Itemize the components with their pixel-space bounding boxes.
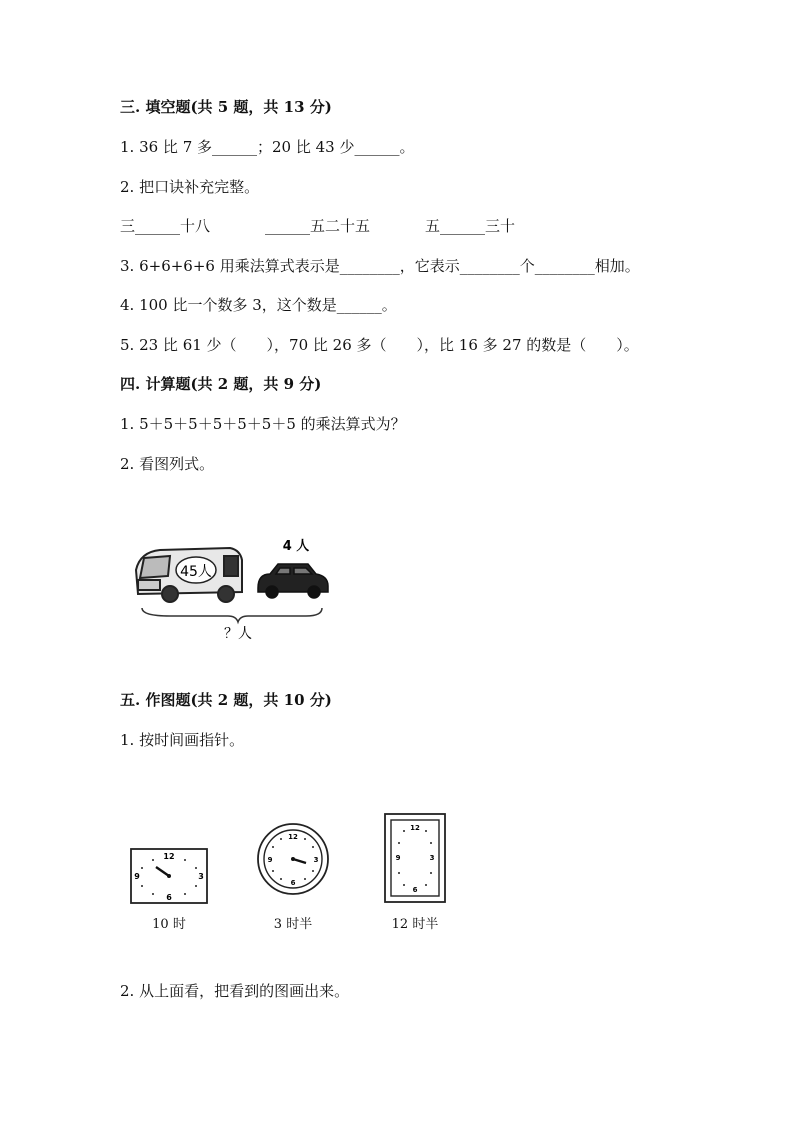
clock-1-num-12: 12 (163, 852, 175, 861)
section-4-heading: 四. 计算题(共 2 题，共 9 分) (120, 375, 322, 393)
s3-question-3: 3. 6+6+6+6 用乘法算式表示是________，它表示________个________相加。 (120, 257, 640, 275)
clock-3-num-3: 3 (429, 854, 435, 862)
clock-2-caption: 3 时半 (273, 917, 313, 932)
s3-q2-fill-a: 三______十八 (120, 217, 211, 235)
clock-1-num-3: 3 (198, 872, 204, 881)
clock-2-num-6: 6 (290, 879, 296, 887)
s4-question-1: 1. 5＋5＋5＋5＋5＋5＋5 的乘法算式为？ (120, 415, 406, 433)
s3-question-5: 5. 23 比 61 少（ ），70 比 26 多（ ），比 16 多 27 的数是（ ）。 (120, 336, 639, 354)
total-brace (142, 608, 322, 622)
clock-2-num-3: 3 (313, 856, 319, 864)
s3-q2-fill-b: ______五二十五 (265, 217, 371, 235)
clock-2 (256, 822, 330, 896)
section-5-heading: 五. 作图题(共 2 题，共 10 分) (120, 691, 332, 709)
section-3-heading: 三. 填空题(共 5 题，共 13 分) (120, 98, 332, 116)
clock-1-num-9: 9 (134, 872, 140, 881)
s3-q2-fill-c: 五______三十 (425, 217, 516, 235)
bus-label: 45人 (180, 564, 212, 580)
car-illustration (258, 564, 328, 598)
s3-question-2: 2. 把口诀补充完整。 (120, 178, 260, 196)
clock-3-num-6: 6 (412, 886, 418, 894)
clock-3-num-9: 9 (395, 854, 401, 862)
s3-question-4: 4. 100 比一个数多 3，这个数是______。 (120, 296, 397, 314)
s5-question-1: 1. 按时间画指针。 (120, 731, 245, 749)
car-label: 4 人 (282, 539, 310, 554)
clock-2-num-9: 9 (267, 856, 273, 864)
s4-question-2: 2. 看图列式。 (120, 455, 215, 473)
clock-1-num-6: 6 (166, 893, 172, 902)
total-label: ？人 (224, 626, 252, 642)
clock-3 (384, 813, 446, 903)
clock-3-caption: 12 时半 (391, 917, 439, 932)
clock-1-caption: 10 时 (152, 917, 186, 932)
clock-3-num-12: 12 (410, 824, 420, 832)
clock-1 (130, 848, 208, 904)
s5-question-2: 2. 从上面看，把看到的图画出来。 (120, 982, 350, 1000)
clock-2-num-12: 12 (288, 833, 298, 841)
vehicles-figure (130, 530, 340, 650)
s3-question-1: 1. 36 比 7 多______；20 比 43 少______。 (120, 138, 415, 156)
